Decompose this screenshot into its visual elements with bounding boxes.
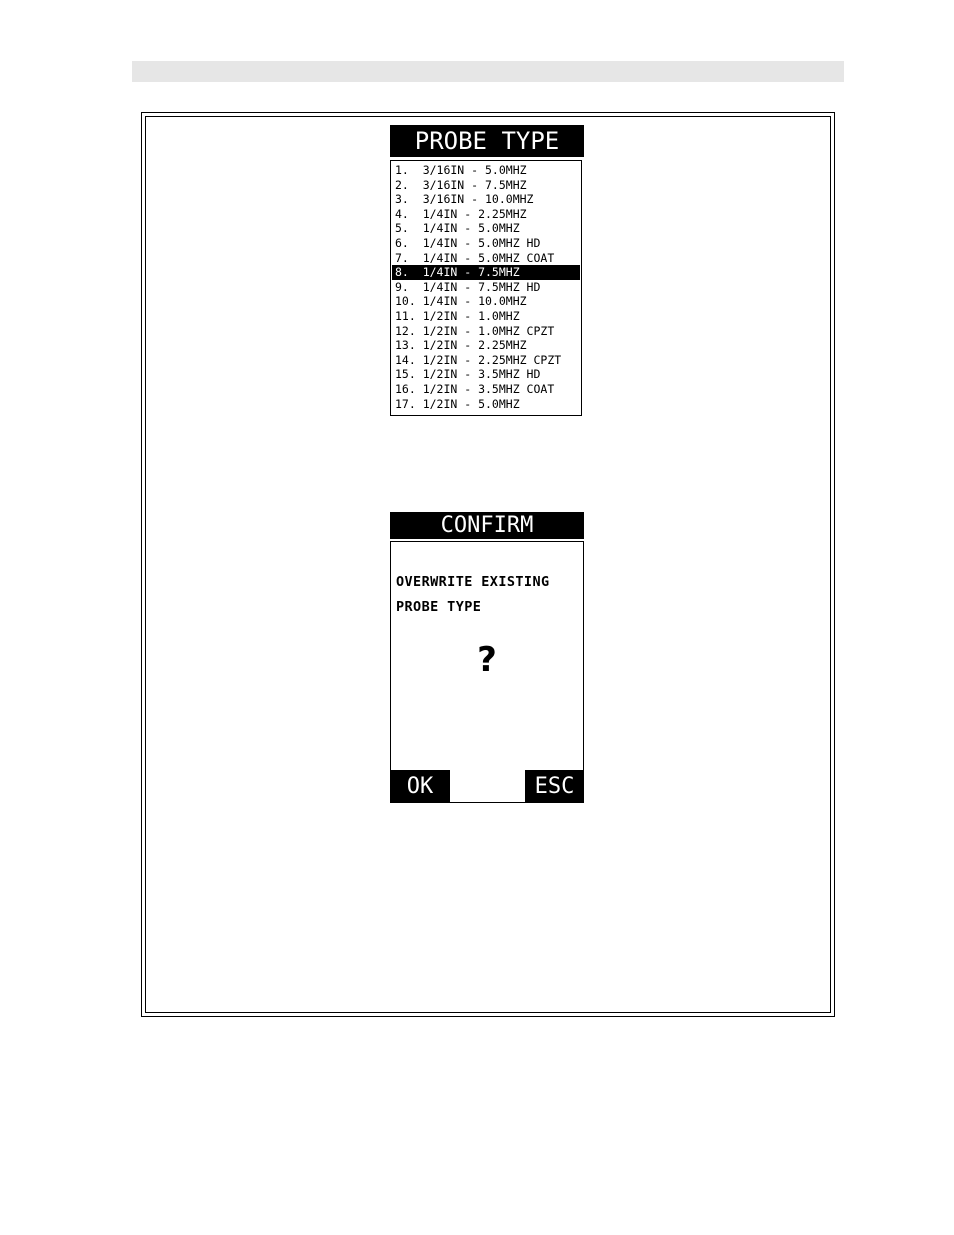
esc-button[interactable]: ESC — [525, 770, 584, 803]
probe-type-item[interactable]: 13. 1/2IN - 2.25MHZ — [395, 338, 527, 353]
header-band — [132, 61, 844, 82]
probe-type-item[interactable]: 1. 3/16IN - 5.0MHZ — [395, 163, 527, 177]
confirm-dialog — [390, 541, 584, 803]
probe-type-item-selected[interactable]: 8. 1/4IN - 7.5MHZ — [392, 265, 580, 280]
probe-type-item[interactable]: 14. 1/2IN - 2.25MHZ CPZT — [395, 352, 562, 367]
probe-type-item[interactable]: 7. 1/4IN - 5.0MHZ COAT — [395, 250, 555, 265]
probe-type-item[interactable]: 6. 1/4IN - 5.0MHZ HD — [395, 235, 541, 250]
confirm-title: CONFIRM — [390, 512, 584, 539]
probe-type-item[interactable]: 12. 1/2IN - 1.0MHZ CPZT — [395, 323, 555, 338]
probe-type-item[interactable]: 9. 1/4IN - 7.5MHZ HD — [395, 279, 541, 294]
probe-type-item[interactable]: 15. 1/2IN - 3.5MHZ HD — [395, 367, 541, 382]
probe-type-item[interactable]: 2. 3/16IN - 7.5MHZ — [395, 177, 527, 192]
probe-type-item[interactable]: 4. 1/4IN - 2.25MHZ — [395, 206, 527, 221]
question-mark-icon: ? — [477, 640, 497, 680]
probe-type-list — [390, 160, 582, 416]
probe-type-item[interactable]: 17. 1/2IN - 5.0MHZ — [395, 396, 520, 411]
probe-type-title: PROBE TYPE — [390, 125, 584, 157]
ok-button[interactable]: OK — [390, 770, 450, 803]
probe-type-item[interactable]: 16. 1/2IN - 3.5MHZ COAT — [395, 381, 555, 396]
probe-type-item[interactable]: 10. 1/4IN - 10.0MHZ — [395, 294, 527, 309]
confirm-message-line1: OVERWRITE EXISTING — [396, 574, 550, 590]
probe-type-item[interactable]: 3. 3/16IN - 10.0MHZ — [395, 192, 534, 207]
probe-type-item[interactable]: 5. 1/4IN - 5.0MHZ — [395, 221, 520, 236]
probe-type-item[interactable]: 11. 1/2IN - 1.0MHZ — [395, 308, 520, 323]
confirm-message-line2: PROBE TYPE — [396, 599, 482, 615]
